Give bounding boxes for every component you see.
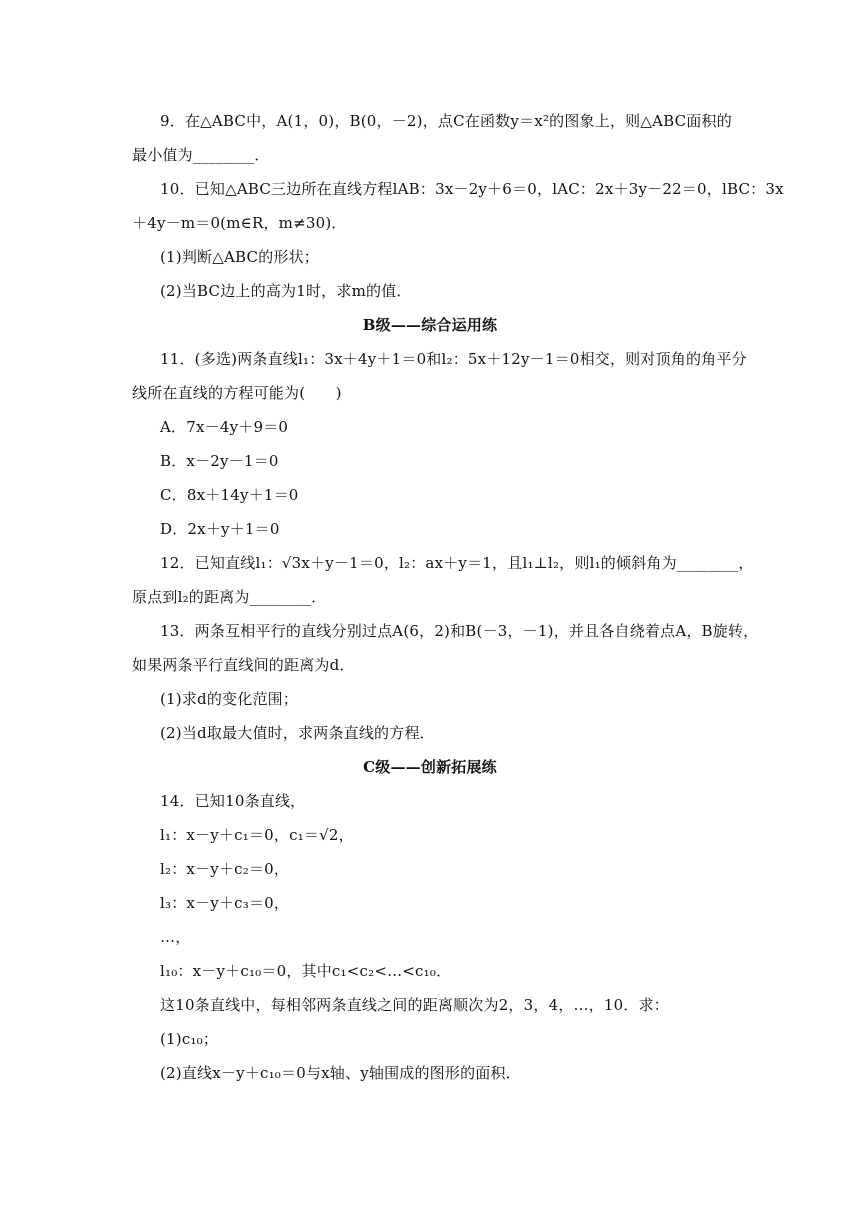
- q14-equation-1: l₁：x－y＋c₁＝0，c₁＝√2，: [160, 826, 354, 844]
- q14-part-1: (1)c₁₀；: [160, 1030, 219, 1048]
- q9-line-2: 最小值为________．: [132, 146, 270, 164]
- q12-line-1: 12．已知直线l₁：√3x＋y－1＝0，l₂：ax＋y＝1，且l₁⊥l₂，则l₁的倾斜角为________，: [160, 554, 754, 572]
- q13-part-2: (2)当d取最大值时，求两条直线的方程．: [160, 724, 435, 742]
- q11-option-b: B．x－2y－1＝0: [160, 452, 279, 470]
- q13-part-1: (1)求d的变化范围；: [160, 690, 299, 708]
- q10-part-1: (1)判断△ABC的形状；: [160, 248, 319, 266]
- q11-option-d: D．2x＋y＋1＝0: [160, 520, 280, 538]
- q14-equation-3: l₃：x－y＋c₃＝0，: [160, 894, 290, 912]
- q11-option-c: C．8x＋14y＋1＝0: [160, 486, 299, 504]
- q14-part-2: (2)直线x－y＋c₁₀＝0与x轴、y轴围成的图形的面积．: [160, 1064, 521, 1082]
- q11-option-a: A．7x－4y＋9＝0: [160, 418, 289, 436]
- section-b-heading: B级——综合运用练: [362, 316, 498, 334]
- q11-line-2: 线所在直线的方程可能为( ): [132, 384, 342, 402]
- q14-equation-2: l₂：x－y＋c₂＝0，: [160, 860, 290, 878]
- q13-line-2: 如果两条平行直线间的距离为d．: [132, 656, 355, 674]
- q13-line-1: 13．两条互相平行的直线分别过点A(6，2)和B(－3，－1)，并且各自绕着点A，B旋转，: [160, 622, 759, 640]
- q10-part-2: (2)当BC边上的高为1时，求m的值．: [160, 282, 412, 300]
- q12-line-2: 原点到l₂的距离为________．: [132, 588, 327, 606]
- q9-line-1: 9．在△ABC中，A(1，0)，B(0，－2)，点C在函数y＝x²的图象上，则△ABC面积的: [160, 112, 732, 130]
- section-c-heading: C级——创新拓展练: [363, 758, 497, 776]
- q14-equation-10: l₁₀：x－y＋c₁₀＝0，其中c₁<c₂<…<c₁₀．: [160, 962, 452, 980]
- q14-line-2: 这10条直线中，每相邻两条直线之间的距离顺次为2，3，4，…，10．求：: [160, 996, 670, 1014]
- q11-line-1: 11．(多选)两条直线l₁：3x＋4y＋1＝0和l₂：5x＋12y－1＝0相交，则对顶角的角平分: [160, 350, 747, 368]
- q14-ellipsis: …，: [160, 928, 191, 946]
- q10-line-1: 10．已知△ABC三边所在直线方程lAB：3x－2y＋6＝0，lAC：2x＋3y－22＝0，lBC：3x: [160, 180, 784, 198]
- q10-line-2: ＋4y－m＝0(m∈R，m≠30)．: [132, 214, 347, 232]
- q14-line-1: 14．已知10条直线，: [160, 792, 306, 810]
